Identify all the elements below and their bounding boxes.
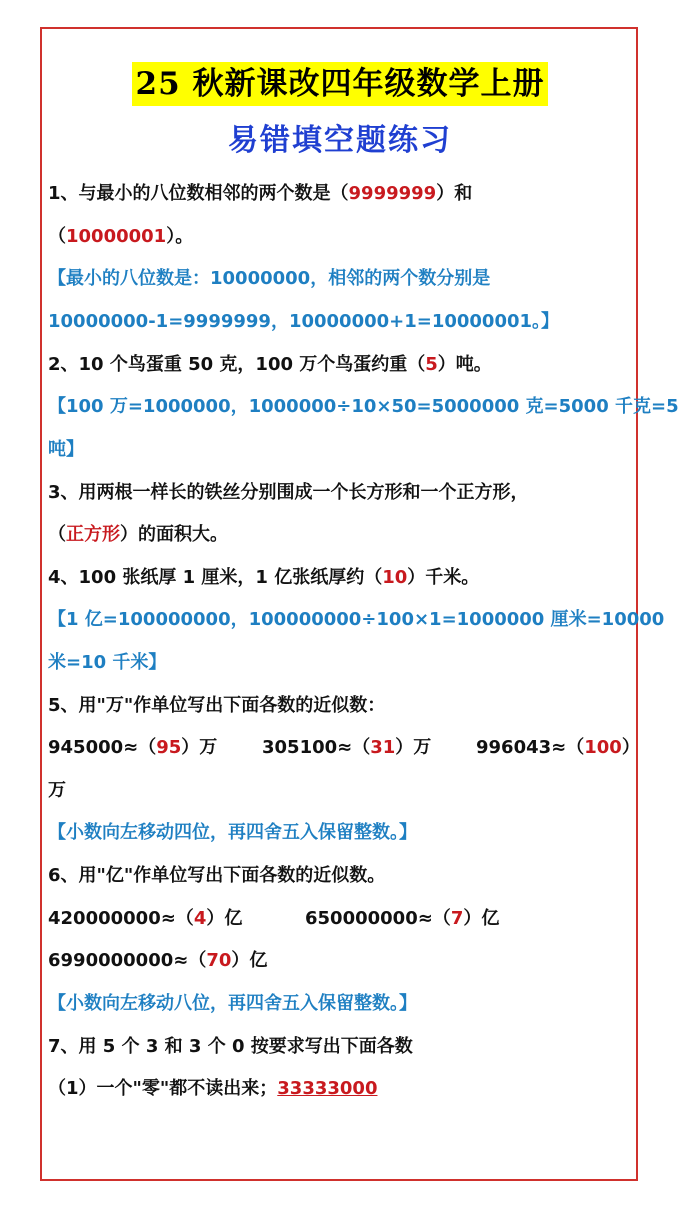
question-text: ）的面积大。: [120, 524, 228, 545]
question-text: ）吨。: [437, 354, 492, 375]
question-1-line-1: [48, 181, 472, 207]
note-5: 【小数向左移动四位，再四舍五入保留整数。】: [48, 822, 417, 843]
answer: 10000001: [66, 226, 167, 247]
note-2-line-2: 吨】: [48, 439, 84, 460]
question-7: 7、用 5 个 3 和 3 个 0 按要求写出下面各数: [48, 1036, 413, 1057]
question-text: ）。: [166, 226, 194, 247]
question-text: ）亿: [463, 908, 500, 929]
question-text: 945000≈（: [48, 737, 157, 758]
question-text: 6990000000≈（: [48, 950, 207, 971]
answer: 4: [193, 908, 207, 929]
question-5-item-3-unit: 万: [48, 780, 66, 801]
question-2: [48, 352, 492, 378]
title-block: [0, 62, 680, 106]
question-7-sub-1: [48, 1076, 377, 1102]
question-4: [48, 565, 479, 591]
question-text: ）亿: [231, 950, 268, 971]
note-6: 【小数向左移动八位，再四舍五入保留整数。】: [48, 993, 417, 1014]
answer: 31: [370, 737, 396, 758]
question-6-item-2: [305, 906, 499, 932]
answer: 70: [206, 950, 232, 971]
question-text: 1、与最小的八位数相邻的两个数是（: [48, 183, 349, 204]
question-text: ）千米。: [407, 567, 480, 588]
question-5-item-1: [48, 735, 217, 761]
answer: 9999999: [348, 183, 437, 204]
answer: 10: [382, 567, 408, 588]
question-text: 420000000≈（: [48, 908, 194, 929]
question-6-item-3: [48, 948, 267, 974]
question-text: （: [48, 524, 66, 545]
question-text: 650000000≈（: [305, 908, 451, 929]
question-text: ）: [621, 737, 640, 758]
note-4-line-2: 米=10 千米】: [48, 652, 167, 673]
question-text: 305100≈（: [262, 737, 371, 758]
question-3-line-1: 3、用两根一样长的铁丝分别围成一个长方形和一个正方形，: [48, 482, 529, 503]
page-title: 25 秋新课改四年级数学上册: [132, 62, 549, 106]
question-text: 996043≈（: [476, 737, 585, 758]
question-text: （: [48, 226, 66, 247]
question-text: ）亿: [206, 908, 243, 929]
question-text: 4、100 张纸厚 1 厘米，1 亿张纸厚约（: [48, 567, 383, 588]
page-subtitle: 易错填空题练习: [228, 123, 452, 158]
question-3-line-2: [48, 522, 228, 548]
note-1-line-2: 10000000-1=9999999，10000000+1=10000001。】: [48, 311, 560, 332]
question-5-item-3: [476, 735, 640, 761]
answer: 5: [425, 354, 438, 375]
question-1-line-2: [48, 224, 193, 250]
note-4-line-1: 【1 亿=100000000，100000000÷100×1=1000000 厘米=10000: [48, 609, 665, 630]
answer: 正方形: [66, 524, 120, 545]
question-text: ）万: [395, 737, 432, 758]
question-text: 2、10 个鸟蛋重 50 克，100 万个鸟蛋约重（: [48, 354, 426, 375]
question-text: ）和: [436, 183, 473, 204]
question-text: （1）一个"零"都不读出来；: [48, 1078, 278, 1099]
question-6: 6、用"亿"作单位写出下面各数的近似数。: [48, 865, 386, 886]
answer: 7: [450, 908, 464, 929]
answer: 33333000: [277, 1078, 378, 1099]
note-1-line-1: 【最小的八位数是：10000000，相邻的两个数分别是: [48, 268, 491, 289]
note-2-line-1: 【100 万=1000000，1000000÷10×50=5000000 克=5000 千克=5: [48, 396, 679, 417]
answer: 100: [584, 737, 622, 758]
question-text: ）万: [181, 737, 218, 758]
question-6-item-1: [48, 906, 242, 932]
answer: 95: [156, 737, 182, 758]
question-5-item-2: [262, 735, 431, 761]
question-5: 5、用"万"作单位写出下面各数的近似数：: [48, 695, 386, 716]
